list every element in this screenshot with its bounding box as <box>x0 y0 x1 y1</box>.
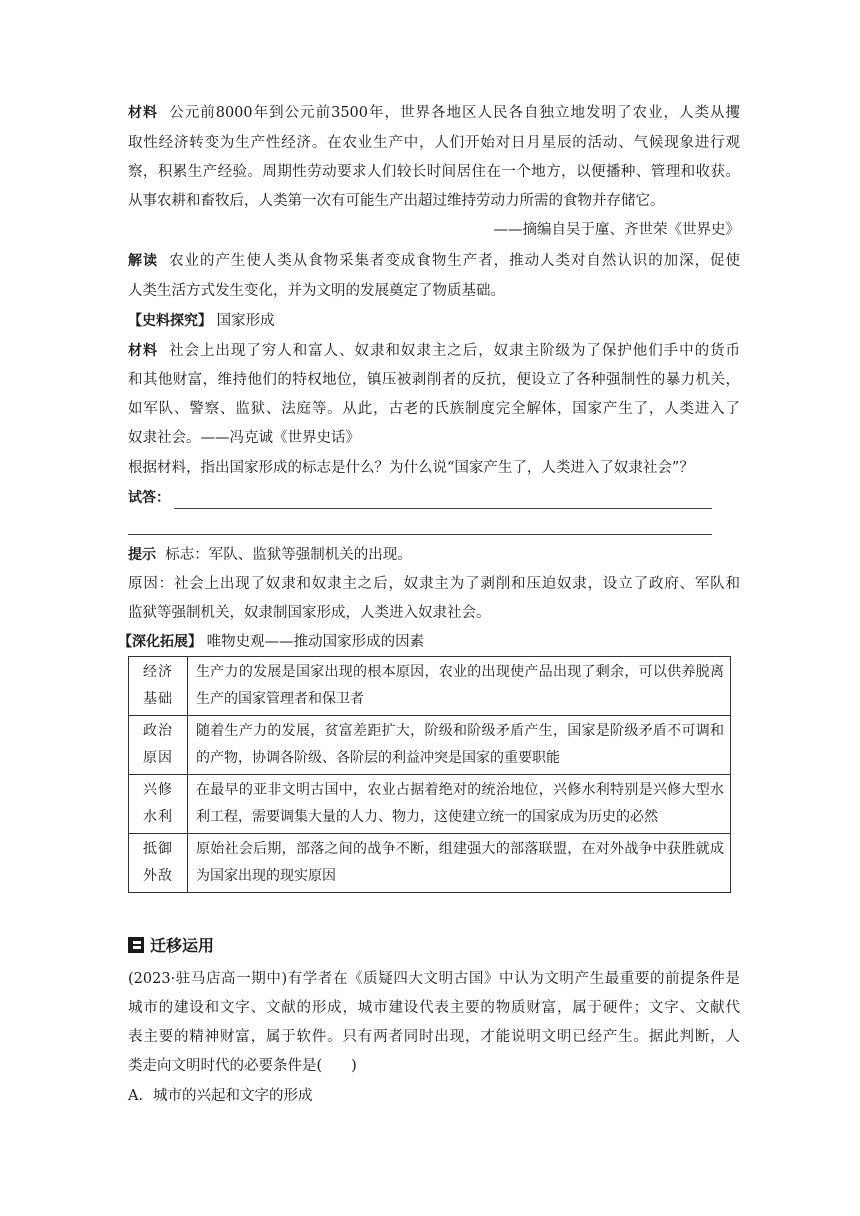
interpretation-text-1: 农业的产生使人类从食物采集者变成食物生产者，推动人类对自然认识的加深，促使 <box>169 253 741 269</box>
material1-label: 材料 <box>128 105 158 121</box>
material1-source: ——摘编自吴于廑、齐世荣《世界史》 <box>493 222 740 238</box>
table-value-cell: 在最早的亚非文明古国中，农业占据着绝对的统治地位，兴修水利特别是兴修大型水利工程，需要调集大量的人力、物力，这使建立统一的国家成为历史的必然 <box>188 775 731 834</box>
material2-line-1 <box>128 340 740 362</box>
material2-text-1: 社会上出现了穷人和富人、奴隶和奴隶主之后，奴隶主阶级为了保护他们手中的货币 <box>169 343 741 359</box>
table-row <box>129 716 731 775</box>
transfer-line-2: 城市的建设和文字、文献的形成，城市建设代表主要的物质财富，属于硬件；文字、文献代 <box>128 1000 740 1016</box>
answer-label: 试答： <box>128 490 170 506</box>
transfer-line-4: 类走向文明时代的必要条件是( ) <box>128 1058 357 1074</box>
transfer-header <box>128 933 214 956</box>
inquiry-header <box>128 310 740 332</box>
option-a[interactable]: A．城市的兴起和文字的形成 <box>128 1088 313 1104</box>
table-value-cell: 随着生产力的发展，贫富差距扩大，阶级和阶级矛盾产生，国家是阶级矛盾不可调和的产物，协调各阶级、各阶层的利益冲突是国家的重要职能 <box>188 716 731 775</box>
material2-label: 材料 <box>128 343 158 359</box>
transfer-line-3: 表主要的精神财富，属于软件。只有两者同时出现，才能说明文明已经产生。据此判断，人 <box>128 1029 740 1045</box>
table-value-cell: 生产力的发展是国家出现的根本原因，农业的出现使产品出现了剩余，可以供养脱离生产的国家管理者和保卫者 <box>188 657 731 716</box>
material1-line-1 <box>128 102 740 124</box>
table-value-cell: 原始社会后期，部落之间的战争不断，组建强大的部落联盟，在对外战争中获胜就成为国家出现的现实原因 <box>188 834 731 893</box>
table-row <box>129 657 731 716</box>
hint-reason-line-1: 原因：社会上出现了奴隶和奴隶主之后，奴隶主为了剥削和压迫奴隶，设立了政府、军队和 <box>128 576 740 592</box>
interpretation-line-1 <box>128 250 740 272</box>
material1-text-1: 公元前8000年到公元前3500年，世界各地区人民各自独立地发明了农业，人类从攫 <box>169 105 740 121</box>
factors-table <box>128 656 731 893</box>
hint-text: 标志：军队、监狱等强制机关的出现。 <box>165 547 412 563</box>
material1-line-3: 察，积累生产经验。周期性劳动要求人们较长时间居住在一个地方，以便播种、管理和收获。 <box>128 164 740 180</box>
transfer-line-1: (2023·驻马店高一期中)有学者在《质疑四大文明古国》中认为文明产生最重要的前提条件是 <box>128 971 740 987</box>
inquiry-tag: 【史料探究】 <box>128 313 212 329</box>
extension-tag: 【深化拓展】 <box>118 634 202 650</box>
hint-reason-line-2: 监狱等强制机关，奴隶制国家形成，人类进入奴隶社会。 <box>128 605 491 621</box>
section-icon <box>128 937 144 953</box>
table-key-cell: 政治 原因 <box>129 716 188 775</box>
material1-line-4: 从事农耕和畜牧后，人类第一次有可能生产出超过维持劳动力所需的食物并存储它。 <box>128 193 665 209</box>
table-key-cell: 兴修 水利 <box>129 775 188 834</box>
material1-line-2: 取性经济转变为生产性经济。在农业生产中，人们开始对日月星辰的活动、气候现象进行观 <box>128 135 740 151</box>
table-key-cell: 抵御 外敌 <box>129 834 188 893</box>
question: 根据材料，指出国家形成的标志是什么？为什么说“国家产生了，人类进入了奴隶社会”？ <box>128 460 694 476</box>
table-row <box>129 834 731 893</box>
hint-label: 提示 <box>128 547 156 563</box>
extension-header <box>118 631 730 653</box>
material2-line-4: 奴隶社会。——冯克诚《世界史话》 <box>128 430 360 446</box>
transfer-title: 迁移运用 <box>150 936 215 955</box>
answer-line-2[interactable] <box>128 534 712 535</box>
answer-line-1[interactable] <box>174 508 712 509</box>
material2-line-3: 如军队、警察、监狱、法庭等。从此，古老的氏族制度完全解体，国家产生了，人类进入了 <box>128 401 740 417</box>
inquiry-topic: 国家形成 <box>216 313 275 329</box>
material2-line-2: 和其他财富，维持他们的特权地位，镇压被剥削者的反抗，便设立了各种强制性的暴力机关， <box>128 372 740 388</box>
table-row <box>129 775 731 834</box>
interpretation-label: 解读 <box>128 253 158 269</box>
interpretation-line-2: 人类生活方式发生变化，并为文明的发展奠定了物质基础。 <box>128 283 505 299</box>
extension-topic: 唯物史观——推动国家形成的因素 <box>206 634 425 650</box>
answer-row <box>128 487 740 509</box>
hint-line <box>128 544 740 566</box>
table-key-cell: 经济 基础 <box>129 657 188 716</box>
